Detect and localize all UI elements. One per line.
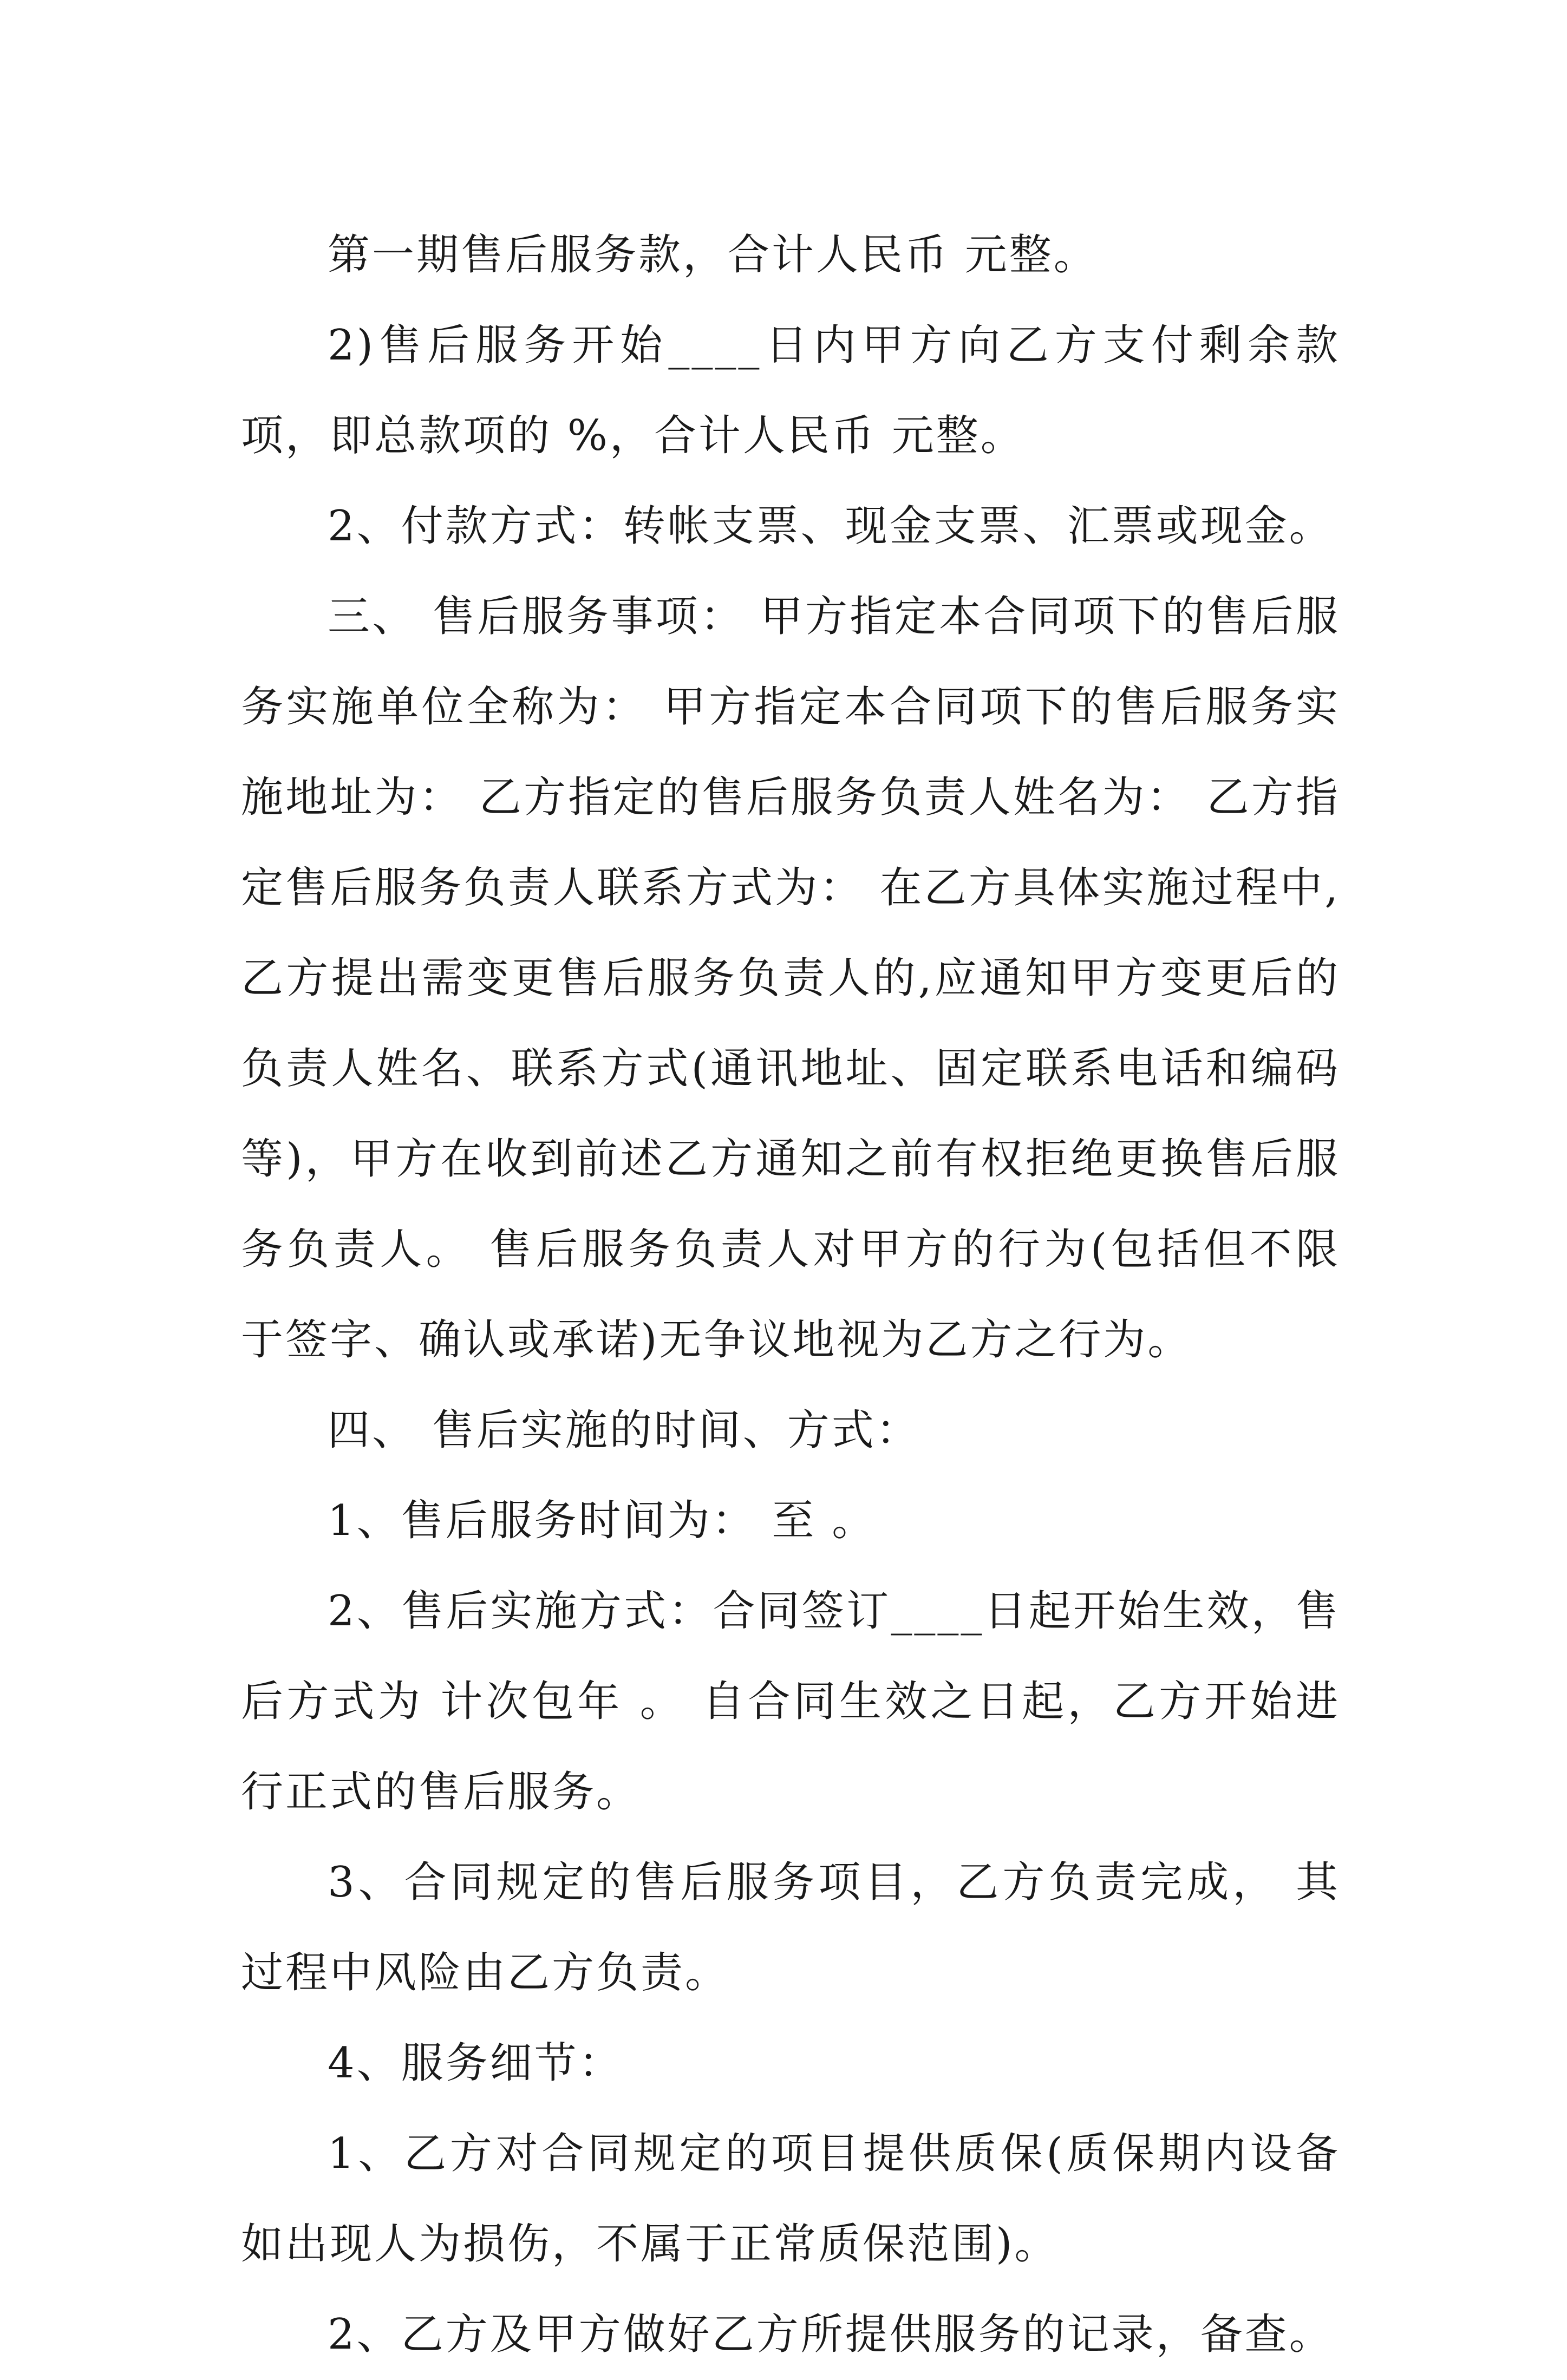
paragraph-payment-method: 2、付款方式：转帐支票、现金支票、汇票或现金。 (328, 502, 1334, 551)
paragraph-service-time: 1、售后服务时间为： 至 。 (328, 1496, 877, 1545)
paragraph-warranty: 1、乙方对合同规定的项目提供质保(质保期内设备如出现人为损伤，不属于正常质保范围)。 (241, 2129, 1340, 2268)
paragraph-service-responsibility: 3、合同规定的售后服务项目，乙方负责完成， 其过程中风险由乙方负责。 (241, 1858, 1340, 1997)
paragraph-service-details-heading: 4、服务细节： (328, 2039, 623, 2088)
paragraph-section-four-heading: 四、 售后实施的时间、方式： (328, 1406, 920, 1455)
paragraph-service-records: 2、乙方及甲方做好乙方所提供服务的记录，备查。 (328, 2310, 1334, 2359)
document-body (241, 210, 1340, 2380)
paragraph-section-three-service-matters: 三、 售后服务事项： 甲方指定本合同项下的售后服务实施单位全称为： 甲方指定本合同项下的售后服务实施地址为： 乙方指定的售后服务负责人姓名为： 乙方指定售后服务负责人联系方式为： 在乙方具体实施过程中,乙方提出需变更售后服务负责人的,应通知甲方变更后的负责人姓名、联系方式(通讯地址、固定联系电话和编码等)，甲方在收到前述乙方通知之前有权拒绝更换售后服务负责人。 售后服务负责人对甲方的行为(包括但不限于签字、确认或承诺)无争议地视为乙方之行为。 (241, 592, 1340, 1364)
paragraph-first-payment: 第一期售后服务款，合计人民币 元整。 (328, 231, 1098, 279)
paragraph-remaining-payment: 2)售后服务开始____日内甲方向乙方支付剩余款项，即总款项的 %，合计人民币 元整。 (241, 321, 1340, 460)
paragraph-service-method: 2、售后实施方式：合同签订____日起开始生效，售后方式为 计次包年 。 自合同生效之日起，乙方开始进行正式的售后服务。 (241, 1587, 1340, 1816)
